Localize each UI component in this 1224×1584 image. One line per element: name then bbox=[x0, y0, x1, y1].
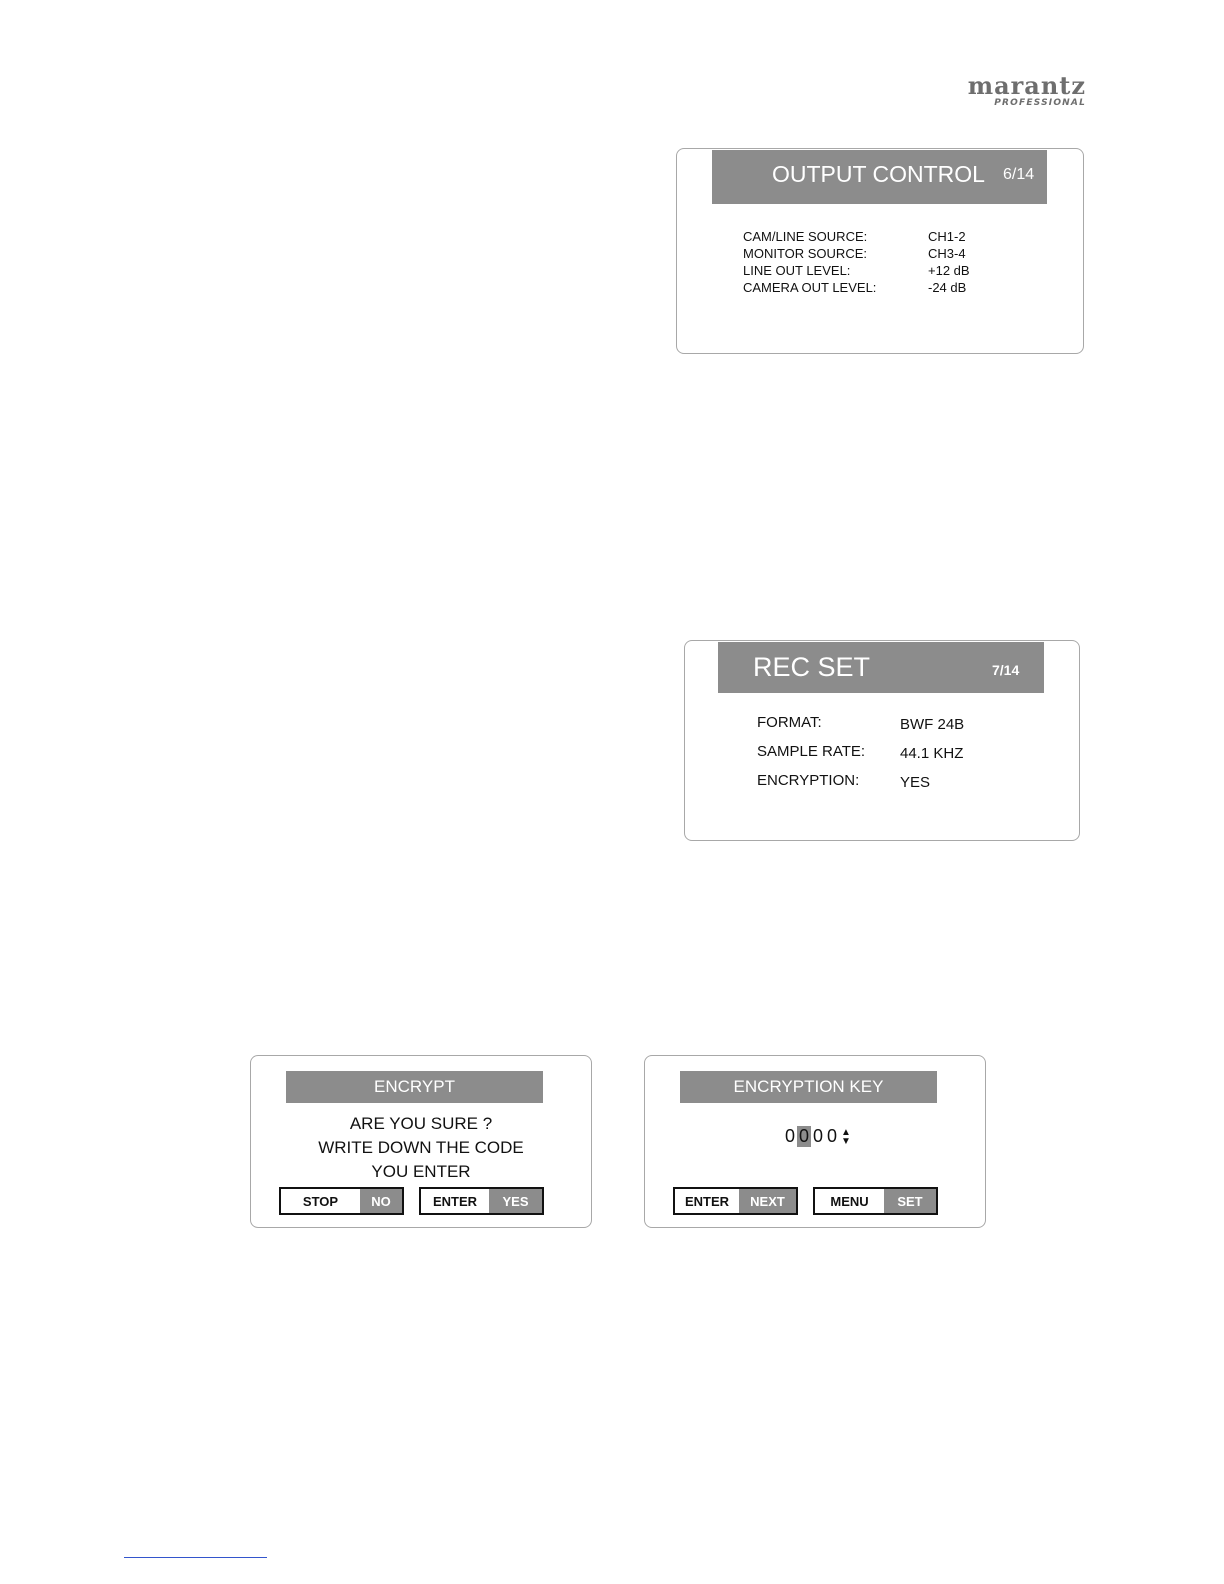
menu-set-button[interactable] bbox=[813, 1187, 938, 1215]
screen-title: REC SET bbox=[753, 652, 871, 682]
key-digit-selected[interactable]: 0 bbox=[798, 1126, 809, 1146]
encrypt-confirm-screen bbox=[250, 1055, 592, 1228]
setting-label: MONITOR SOURCE: bbox=[743, 246, 867, 261]
stop-no-button[interactable] bbox=[279, 1187, 404, 1215]
page-indicator: 7/14 bbox=[992, 662, 1020, 678]
encryption-key-header bbox=[680, 1071, 937, 1103]
action-label: SET bbox=[884, 1189, 936, 1213]
screen-title: ENCRYPTION KEY bbox=[733, 1077, 884, 1096]
key-label: STOP bbox=[302, 1193, 339, 1209]
setting-value: YES bbox=[900, 774, 931, 791]
setting-value: +12 dB bbox=[928, 263, 970, 278]
output-control-screen bbox=[676, 148, 1084, 354]
confirm-message-line: WRITE DOWN THE CODE bbox=[318, 1138, 524, 1157]
key-digit[interactable]: 0 bbox=[784, 1126, 795, 1146]
key-label: MENU bbox=[830, 1193, 869, 1209]
key-digit[interactable]: 0 bbox=[826, 1126, 837, 1146]
screen-title: OUTPUT CONTROL bbox=[772, 161, 985, 187]
setting-value: -24 dB bbox=[928, 280, 967, 295]
screen-title: ENCRYPT bbox=[374, 1077, 455, 1096]
rec-set-screen bbox=[684, 640, 1080, 841]
setting-value: CH1-2 bbox=[928, 229, 966, 244]
key-digit[interactable]: 0 bbox=[812, 1126, 823, 1146]
key-label: ENTER bbox=[432, 1193, 478, 1209]
confirm-message-line: ARE YOU SURE ? bbox=[349, 1114, 493, 1133]
key-label: ENTER bbox=[684, 1193, 730, 1209]
logo-wordmark: marantz bbox=[967, 71, 1086, 100]
setting-label: ENCRYPTION: bbox=[757, 772, 860, 789]
confirm-message-line: YOU ENTER bbox=[371, 1162, 471, 1181]
setting-label: SAMPLE RATE: bbox=[757, 743, 866, 760]
marantz-logo bbox=[946, 71, 1086, 108]
action-label: YES bbox=[489, 1189, 542, 1213]
footer-link[interactable] bbox=[124, 1557, 267, 1558]
enter-yes-button[interactable] bbox=[419, 1187, 544, 1215]
action-label: NO bbox=[360, 1189, 402, 1213]
logo-subtitle: PROFESSIONAL bbox=[994, 98, 1086, 108]
setting-value: 44.1 KHZ bbox=[900, 745, 964, 762]
encryption-key-screen bbox=[644, 1055, 986, 1228]
rec-set-header bbox=[718, 642, 1044, 693]
up-down-arrows-icon[interactable]: ▲ ▼ bbox=[841, 1126, 851, 1147]
setting-value: BWF 24B bbox=[900, 716, 965, 733]
setting-label: CAMERA OUT LEVEL: bbox=[743, 280, 877, 295]
key-code-entry[interactable] bbox=[783, 1126, 851, 1147]
encrypt-header bbox=[286, 1071, 543, 1103]
output-control-header bbox=[712, 150, 1047, 204]
setting-label: LINE OUT LEVEL: bbox=[743, 263, 851, 278]
action-label: NEXT bbox=[739, 1189, 796, 1213]
setting-label: CAM/LINE SOURCE: bbox=[743, 229, 868, 244]
setting-value: CH3-4 bbox=[928, 246, 966, 261]
enter-next-button[interactable] bbox=[673, 1187, 798, 1215]
setting-label: FORMAT: bbox=[757, 714, 822, 731]
page-indicator: 6/14 bbox=[1003, 166, 1035, 183]
